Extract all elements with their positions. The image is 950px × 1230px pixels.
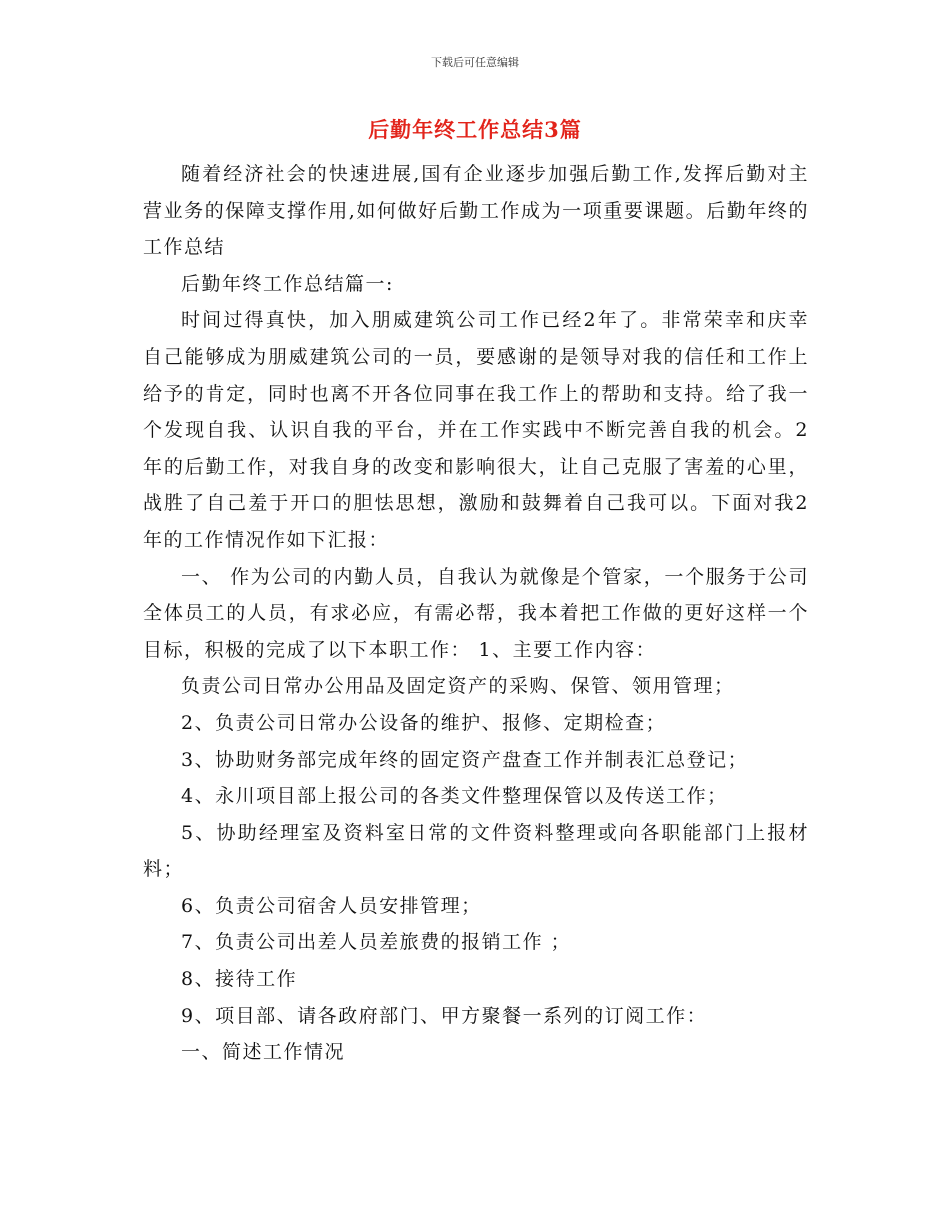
list-item: 6、负责公司宿舍人员安排管理； — [181, 894, 482, 917]
list-item: 3、协助财务部完成年终的固定资产盘查工作并制表汇总登记； — [181, 748, 749, 771]
list-item: 2、负责公司日常办公设备的维护、报修、定期检查； — [181, 711, 667, 734]
paragraph: 一、 作为公司的内勤人员，自我认为就像是个管家，一个服务于公司全体员工的人员，有求必应，有需必帮，我本着把工作做的更好这样一个目标，积极的完成了以下本职工作： 1、主要工作内容： — [143, 565, 809, 661]
list-item: 5、协助经理室及资料室日常的文件资料整理或向各职能部门上报材料； — [143, 821, 809, 881]
list-item: 4、永川项目部上报公司的各类文件整理保管以及传送工作； — [181, 785, 728, 808]
document-body — [143, 156, 809, 1071]
list-item: 9、项目部、请各政府部门、甲方聚餐一系列的订阅工作： — [181, 1004, 708, 1027]
list-item: 负责公司日常办公用品及固定资产的采购、保管、领用管理； — [181, 675, 735, 698]
list-item: 8、接待工作 — [181, 968, 298, 991]
subsection-heading: 一、简述工作情况 — [181, 1041, 346, 1064]
intro-paragraph: 随着经济社会的快速进展,国有企业逐步加强后勤工作,发挥后勤对主营业务的保障支撑作用,如何做好后勤工作成为一项重要课题。后勤年终的工作总结 — [143, 163, 809, 259]
document-title: 后勤年终工作总结3篇 — [368, 117, 582, 142]
page-header-note: 下载后可任意编辑 — [431, 56, 519, 69]
list-item: 7、负责公司出差人员差旅费的报销工作 ； — [181, 931, 572, 954]
paragraph: 时间过得真快，加入朋威建筑公司工作已经2年了。非常荣幸和庆幸自己能够成为朋威建筑公司的一员，要感谢的是领导对我的信任和工作上给予的肯定，同时也离不开各位同事在我工作上的帮助和支持。给了我一个发现自我、认识自我的平台，并在工作实践中不断完善自我的机会。2年的后勤工作，对我自身的改变和影响很大，让自己克服了害羞的心里，战胜了自己羞于开口的胆怯思想，激励和鼓舞着自己我可以。下面对我2年的工作情况作如下汇报： — [143, 309, 809, 551]
section-heading: 后勤年终工作总结篇一: — [181, 272, 394, 295]
